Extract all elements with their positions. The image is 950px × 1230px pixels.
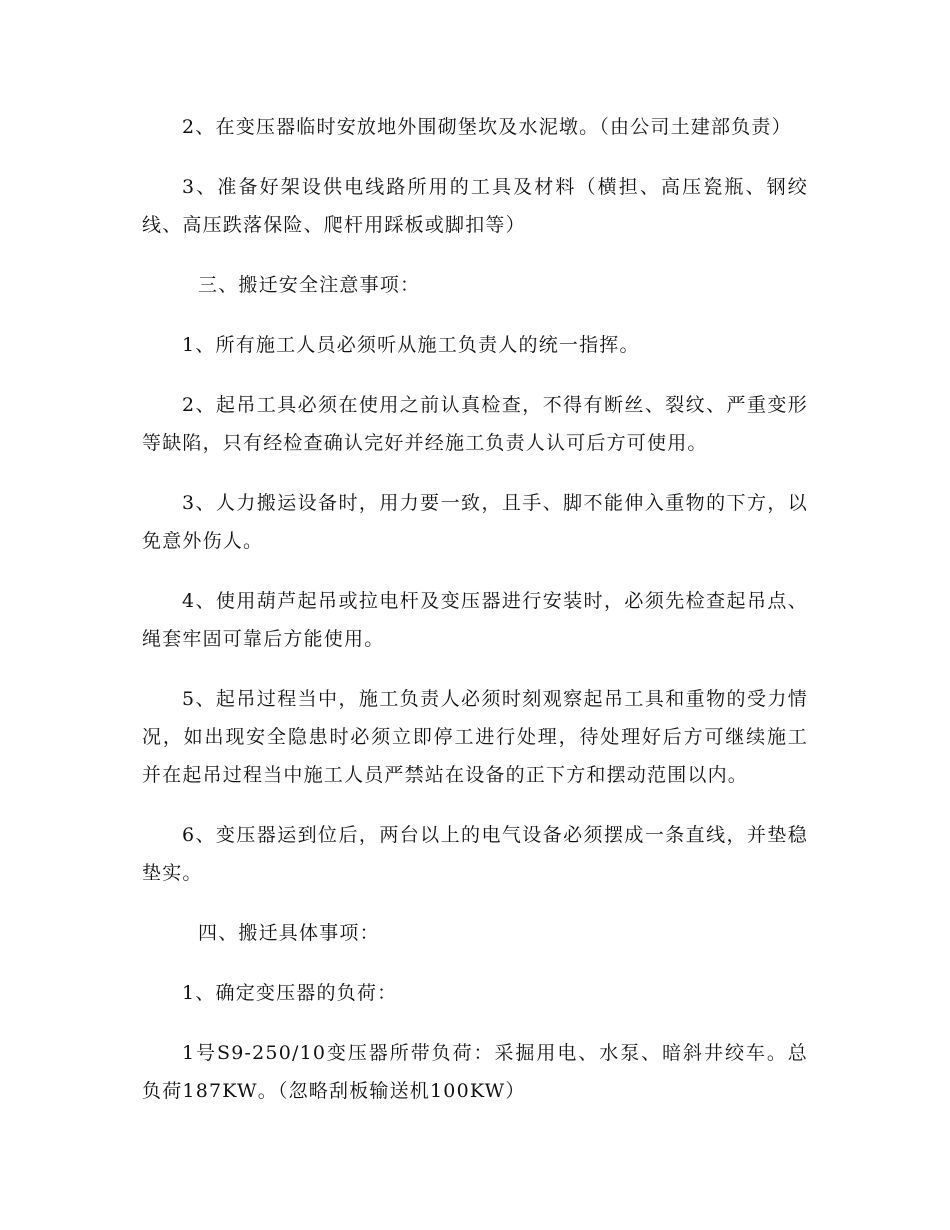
document-body bbox=[142, 108, 808, 1132]
paragraph-safety-4: 4、使用葫芦起吊或拉电杆及变压器进行安装时，必须先检查起吊点、绳套牢固可靠后方能使用。 bbox=[142, 590, 808, 650]
paragraph-safety-1: 1、所有施工人员必须听从施工负责人的统一指挥。 bbox=[182, 334, 640, 356]
section-heading-details: 四、搬迁具体事项： bbox=[198, 922, 380, 944]
paragraph-item-3-tools-materials: 3、准备好架设供电线路所用的工具及材料（横担、高压瓷瓶、钢绞线、高压跌落保险、爬杆用踩板或脚扣等） bbox=[142, 176, 808, 236]
paragraph-safety-2: 2、起吊工具必须在使用之前认真检查，不得有断丝、裂纹、严重变形等缺陷，只有经检查确认完好并经施工负责人认可后方可使用。 bbox=[142, 394, 808, 454]
paragraph-details-1: 1、确定变压器的负荷： bbox=[182, 982, 398, 1004]
paragraph-transformer-load: 1号S9-250/10变压器所带负荷：采掘用电、水泵、暗斜井绞车。总负荷187KW。（忽略刮板输送机100KW） bbox=[142, 1042, 808, 1102]
paragraph-safety-3: 3、人力搬运设备时，用力要一致，且手、脚不能伸入重物的下方，以免意外伤人。 bbox=[142, 492, 808, 552]
paragraph-safety-6: 6、变压器运到位后，两台以上的电气设备必须摆成一条直线，并垫稳垫实。 bbox=[142, 824, 808, 884]
paragraph-item-2-retaining-wall: 2、在变压器临时安放地外围砌堡坎及水泥墩。（由公司土建部负责） bbox=[182, 116, 792, 138]
paragraph-safety-5: 5、起吊过程当中，施工负责人必须时刻观察起吊工具和重物的受力情况，如出现安全隐患时必须立即停工进行处理，待处理好后方可继续施工并在起吊过程当中施工人员严禁站在设备的正下方和摆动范围以内。 bbox=[142, 688, 808, 786]
section-heading-safety: 三、搬迁安全注意事项： bbox=[198, 274, 421, 296]
